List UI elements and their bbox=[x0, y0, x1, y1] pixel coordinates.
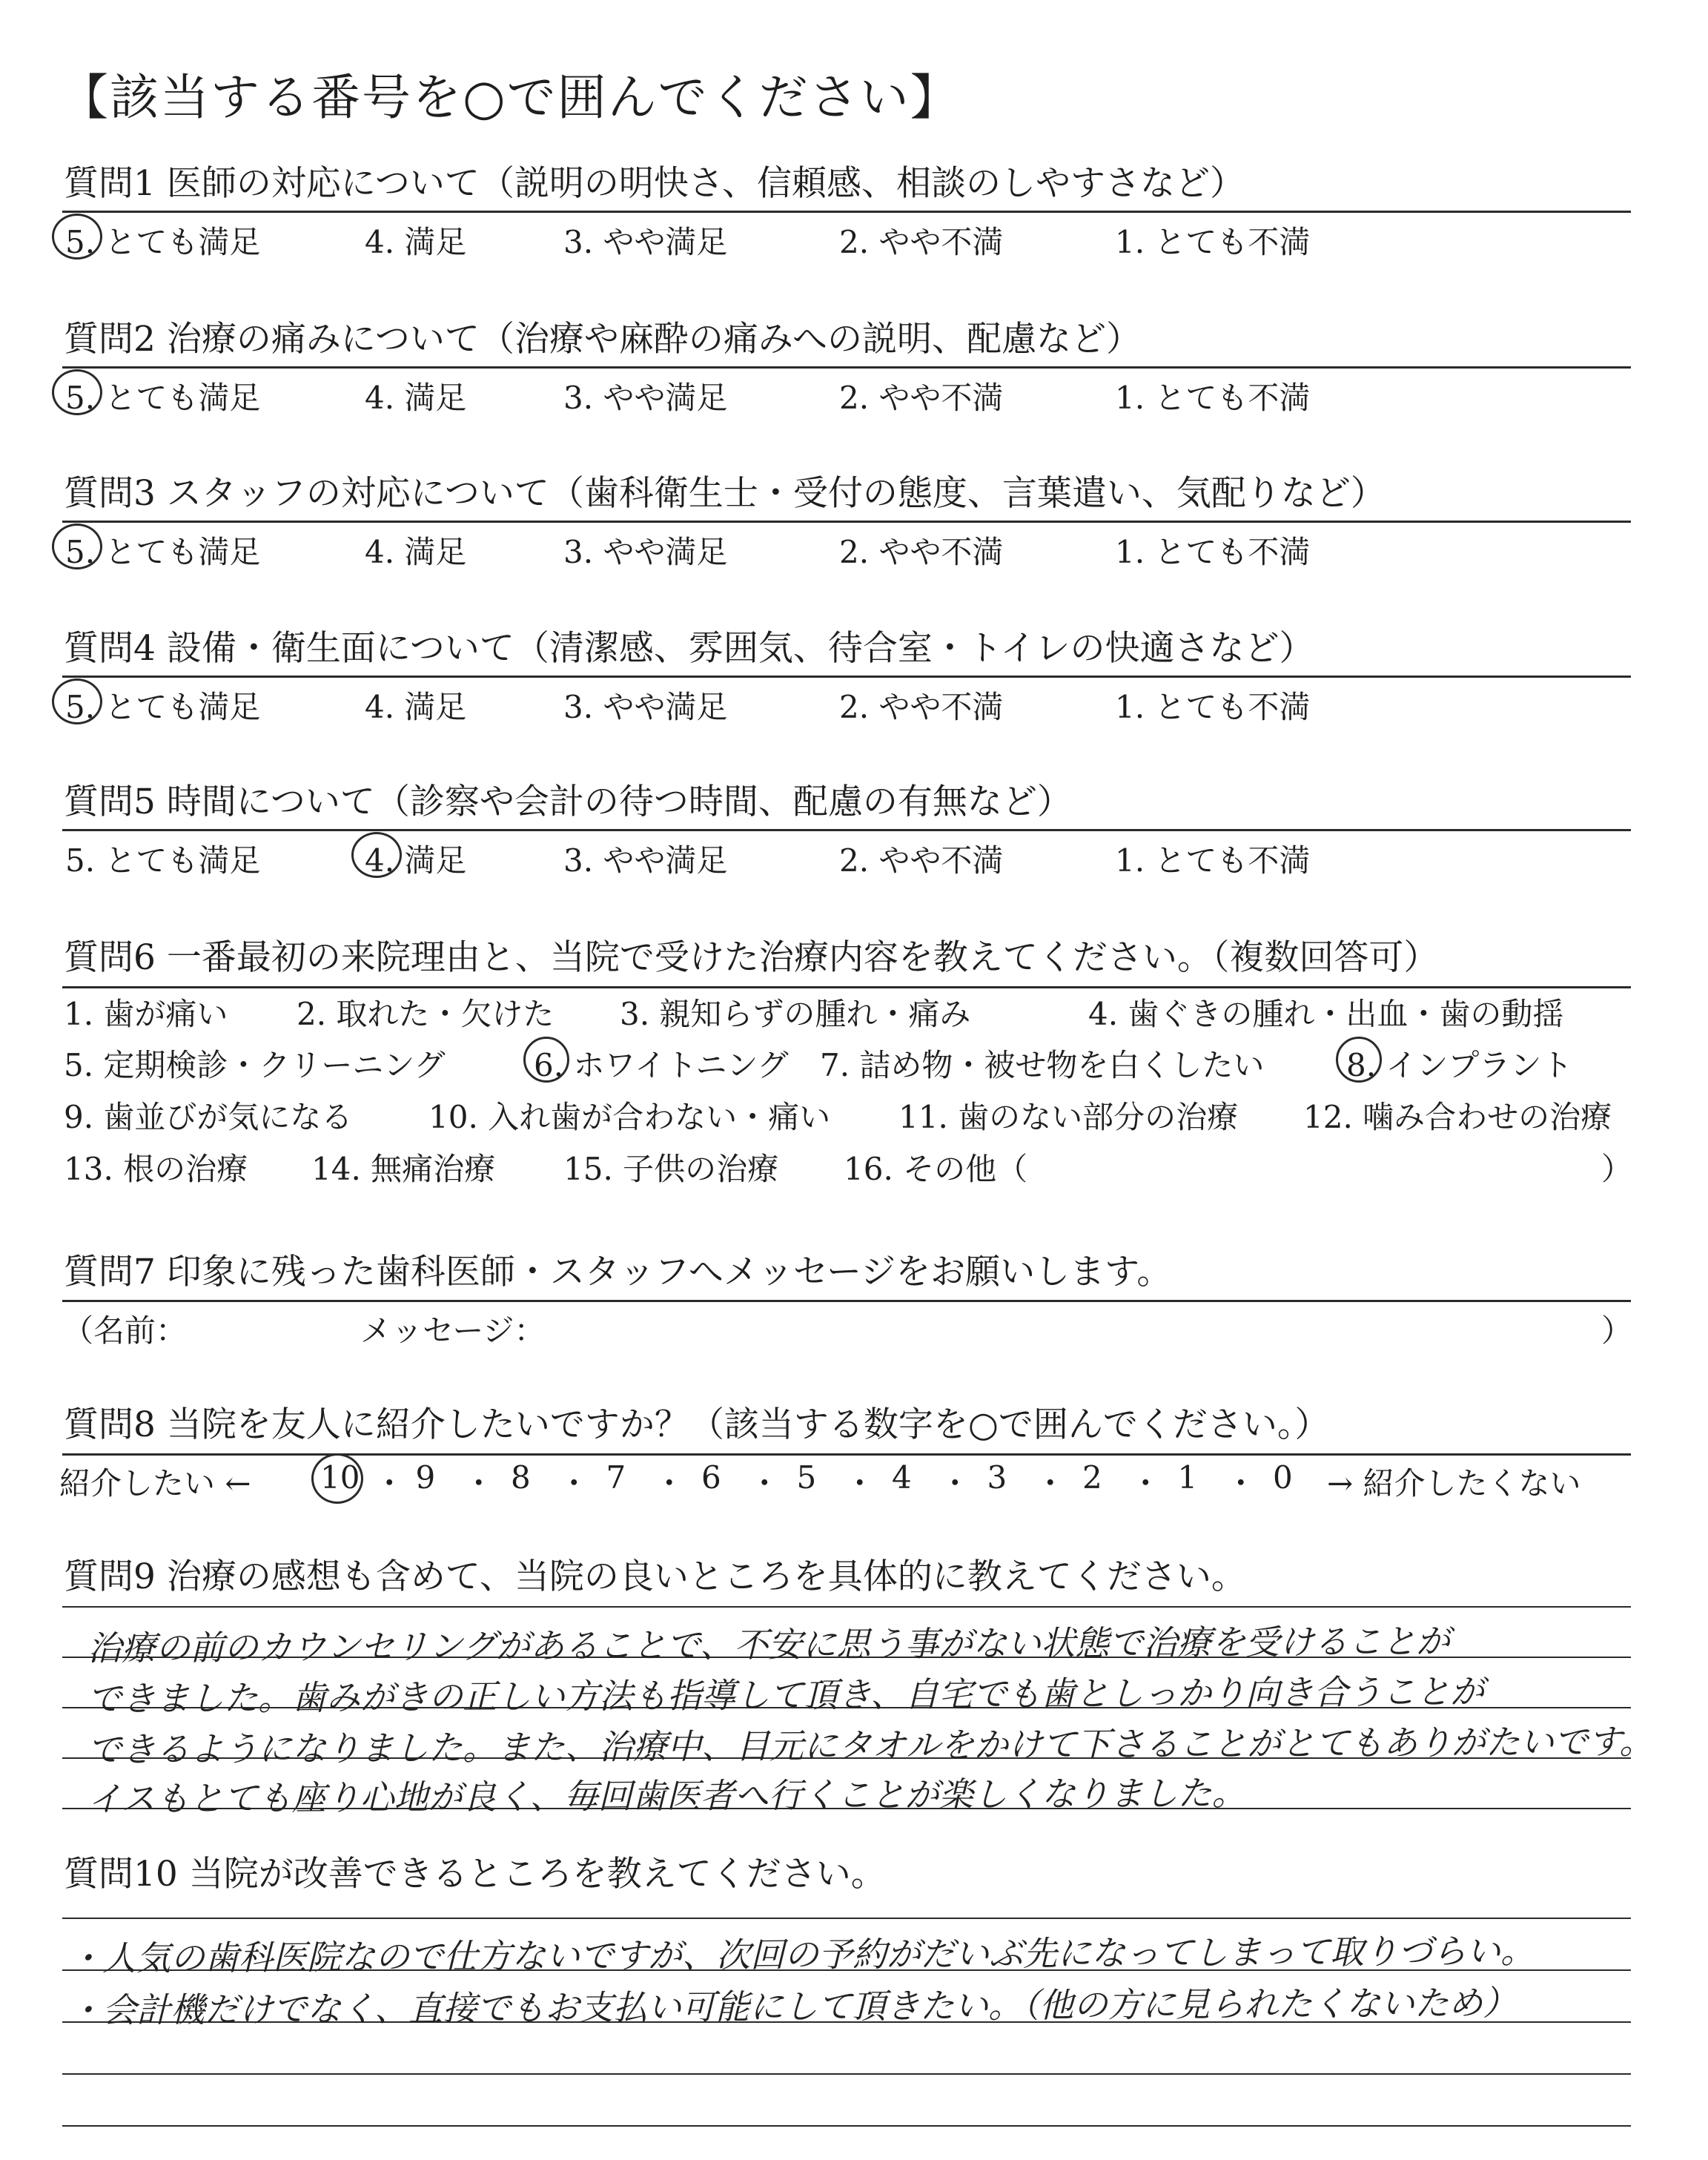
question-8-title: 質問8 当院を友人に紹介したいですか？（該当する数字を○で囲んでください。） bbox=[64, 1404, 1330, 1445]
question-3-rule bbox=[62, 521, 1631, 523]
question-3-title: 質問3 スタッフの対応について（歯科衛生士・受付の態度、言葉遣い、気配りなど） bbox=[64, 473, 1386, 514]
reason-option[interactable]: 2. 取れた・欠けた bbox=[297, 996, 555, 1032]
rating-option[interactable]: 3. やや満足 bbox=[563, 224, 728, 260]
recommend-score[interactable]: 10 bbox=[320, 1459, 360, 1496]
question-10 bbox=[64, 1852, 1631, 1897]
reason-option[interactable]: 15. 子供の治療 bbox=[563, 1151, 779, 1187]
writing-line bbox=[62, 1606, 1631, 1608]
writing-line bbox=[62, 2073, 1631, 2075]
recommend-score[interactable]: 0 bbox=[1273, 1459, 1293, 1496]
rating-option[interactable]: 5. とても満足 bbox=[65, 224, 261, 260]
rating-option[interactable]: 1. とても不満 bbox=[1115, 689, 1311, 725]
q9-answer-line: できました。歯みがきの正しい方法も指導して頂き、自宅でも歯としっかり向き合うことが bbox=[87, 1671, 1485, 1719]
recommend-right-label: → 紹介したくない bbox=[1327, 1465, 1581, 1502]
q9-answer-line: イスもとても座り心地が良く、毎回歯医者へ行くことが楽しくなりました。 bbox=[87, 1772, 1246, 1820]
reason-option[interactable]: 10. 入れ歯が合わない・痛い bbox=[428, 1099, 831, 1135]
recommend-score[interactable]: 1 bbox=[1177, 1459, 1198, 1496]
question-3 bbox=[64, 472, 1631, 516]
scale-separator: ・ bbox=[463, 1465, 494, 1502]
scale-separator: ・ bbox=[749, 1465, 781, 1502]
question-1 bbox=[64, 162, 1631, 206]
question-5-rule bbox=[62, 829, 1631, 831]
question-6 bbox=[64, 936, 1631, 980]
question-1-rule bbox=[62, 211, 1631, 213]
question-8-rule bbox=[62, 1453, 1631, 1456]
scale-separator: ・ bbox=[374, 1465, 406, 1502]
question-5-title: 質問5 時間について（診察や会計の待つ時間、配慮の有無など） bbox=[64, 782, 1072, 822]
q9-answer-line: できるようになりました。また、治療中、目元にタオルをかけて下さることがとてもありがたいです。 bbox=[87, 1721, 1654, 1770]
message-label: メッセージ： bbox=[360, 1312, 546, 1349]
q10-answer-line: ・人気の歯科医院なので仕方ないですが、次回の予約がだいぶ先になってしまって取りづらい。 bbox=[67, 1930, 1535, 1979]
question-10-title: 質問10 当院が改善できるところを教えてください。 bbox=[64, 1854, 886, 1895]
question-4 bbox=[64, 627, 1631, 671]
writing-line bbox=[62, 1918, 1631, 1919]
scale-separator: ・ bbox=[558, 1465, 590, 1502]
selection-circle bbox=[1336, 1037, 1382, 1083]
rating-option[interactable]: 2. やや不満 bbox=[839, 380, 1004, 416]
other-close-paren: ） bbox=[1601, 1151, 1633, 1187]
rating-option[interactable]: 4. 満足 bbox=[365, 689, 467, 725]
selection-circle bbox=[52, 524, 102, 569]
reason-option[interactable]: 12. 噛み合わせの治療 bbox=[1303, 1099, 1612, 1135]
question-2-title: 質問2 治療の痛みについて（治療や麻酔の痛みへの説明、配慮など） bbox=[64, 319, 1141, 360]
rating-option[interactable]: 3. やや満足 bbox=[563, 842, 728, 879]
recommend-score[interactable]: 5 bbox=[796, 1459, 817, 1496]
form-header: 【該当する番号を○で囲んでください】 bbox=[59, 69, 961, 126]
recommend-score[interactable]: 6 bbox=[701, 1459, 721, 1496]
rating-option[interactable]: 1. とても不満 bbox=[1115, 842, 1311, 879]
rating-option[interactable]: 5. とても満足 bbox=[65, 689, 261, 725]
rating-option[interactable]: 5. とても満足 bbox=[65, 842, 261, 879]
rating-option[interactable]: 3. やや満足 bbox=[563, 380, 728, 416]
question-7-title: 質問7 印象に残った歯科医師・スタッフへメッセージをお願いします。 bbox=[64, 1252, 1172, 1292]
rating-options bbox=[65, 836, 1622, 881]
recommend-score[interactable]: 7 bbox=[606, 1459, 626, 1496]
question-4-rule bbox=[62, 676, 1631, 678]
reason-option[interactable]: 7. 詰め物・被せ物を白くしたい bbox=[820, 1047, 1265, 1083]
selection-circle bbox=[52, 214, 102, 260]
message-close-paren: ） bbox=[1601, 1312, 1633, 1349]
reason-option[interactable]: 4. 歯ぐきの腫れ・出血・歯の動揺 bbox=[1088, 996, 1564, 1032]
recommend-score[interactable]: 9 bbox=[415, 1459, 436, 1496]
scale-separator: ・ bbox=[939, 1465, 971, 1502]
selection-circle bbox=[311, 1453, 363, 1504]
recommend-score[interactable]: 4 bbox=[892, 1459, 912, 1496]
rating-option[interactable]: 1. とても不満 bbox=[1115, 380, 1311, 416]
selection-circle bbox=[52, 369, 102, 415]
reason-option[interactable]: 16. その他（ bbox=[844, 1151, 1028, 1187]
rating-option[interactable]: 4. 満足 bbox=[365, 842, 467, 879]
rating-option[interactable]: 4. 満足 bbox=[365, 534, 467, 570]
question-7 bbox=[64, 1250, 1631, 1295]
question-6-rule bbox=[62, 986, 1631, 988]
selection-circle bbox=[523, 1037, 569, 1083]
q10-answer-line: ・会計機だけでなく、直接でもお支払い可能にして頂きたい。（他の方に見られたくないため） bbox=[67, 1982, 1517, 2031]
scale-separator: ・ bbox=[653, 1465, 685, 1502]
recommend-score[interactable]: 8 bbox=[511, 1459, 531, 1496]
rating-options bbox=[65, 218, 1622, 262]
selection-circle bbox=[351, 832, 402, 878]
scale-separator: ・ bbox=[1130, 1465, 1162, 1502]
rating-option[interactable]: 5. とても満足 bbox=[65, 534, 261, 570]
rating-options bbox=[65, 683, 1622, 727]
rating-option[interactable]: 2. やや不満 bbox=[839, 689, 1004, 725]
question-9 bbox=[64, 1555, 1631, 1599]
recommend-left-label: 紹介したい ← bbox=[59, 1465, 251, 1502]
name-label: （名前： bbox=[62, 1312, 188, 1349]
rating-options bbox=[65, 374, 1622, 418]
reason-option[interactable]: 14. 無痛治療 bbox=[311, 1151, 496, 1187]
writing-line bbox=[62, 2125, 1631, 2127]
question-2 bbox=[64, 317, 1631, 362]
reason-option[interactable]: 8. インプラント bbox=[1346, 1047, 1573, 1083]
rating-option[interactable]: 3. やや満足 bbox=[563, 534, 728, 570]
q9-answer-line: 治療の前のカウンセリングがあることで、不安に思う事がない状態で治療を受けることが bbox=[87, 1621, 1451, 1668]
rating-option[interactable]: 2. やや不満 bbox=[839, 534, 1004, 570]
rating-option[interactable]: 4. 満足 bbox=[365, 380, 467, 416]
reason-option[interactable]: 9. 歯並びが気になる bbox=[64, 1099, 353, 1135]
scale-separator: ・ bbox=[1225, 1465, 1257, 1502]
question-7-rule bbox=[62, 1300, 1631, 1302]
selection-circle bbox=[52, 678, 102, 724]
rating-option[interactable]: 2. やや不満 bbox=[839, 224, 1004, 260]
reason-option[interactable]: 5. 定期検診・クリーニング bbox=[64, 1047, 446, 1083]
reason-option[interactable]: 1. 歯が痛い bbox=[64, 996, 228, 1032]
scale-separator: ・ bbox=[1034, 1465, 1066, 1502]
reason-option[interactable]: 3. 親知らずの腫れ・痛み bbox=[620, 996, 971, 1032]
reason-option[interactable]: 6. ホワイトニング bbox=[534, 1047, 789, 1083]
rating-option[interactable]: 1. とても不満 bbox=[1115, 534, 1311, 570]
question-4-title: 質問4 設備・衛生面について（清潔感、雰囲気、待合室・トイレの快適さなど） bbox=[64, 628, 1314, 669]
rating-option[interactable]: 3. やや満足 bbox=[563, 689, 728, 725]
question-8 bbox=[64, 1403, 1631, 1447]
reason-option[interactable]: 11. 歯のない部分の治療 bbox=[898, 1099, 1239, 1135]
rating-option[interactable]: 2. やや不満 bbox=[839, 842, 1004, 879]
rating-option[interactable]: 4. 満足 bbox=[365, 224, 467, 260]
reason-option[interactable]: 13. 根の治療 bbox=[64, 1151, 248, 1187]
question-5 bbox=[64, 780, 1631, 825]
rating-option[interactable]: 1. とても不満 bbox=[1115, 224, 1311, 260]
question-1-title: 質問1 医師の対応について（説明の明快さ、信頼感、相談のしやすさなど） bbox=[64, 163, 1245, 204]
question-2-rule bbox=[62, 366, 1631, 369]
recommend-score[interactable]: 2 bbox=[1082, 1459, 1102, 1496]
question-6-title: 質問6 一番最初の来院理由と、当院で受けた治療内容を教えてください。（複数回答可） bbox=[64, 937, 1439, 978]
recommend-score[interactable]: 3 bbox=[987, 1459, 1007, 1496]
scale-separator: ・ bbox=[844, 1465, 875, 1502]
rating-option[interactable]: 5. とても満足 bbox=[65, 380, 261, 416]
rating-options bbox=[65, 528, 1622, 572]
question-9-title: 質問9 治療の感想も含めて、当院の良いところを具体的に教えてください。 bbox=[64, 1556, 1246, 1597]
